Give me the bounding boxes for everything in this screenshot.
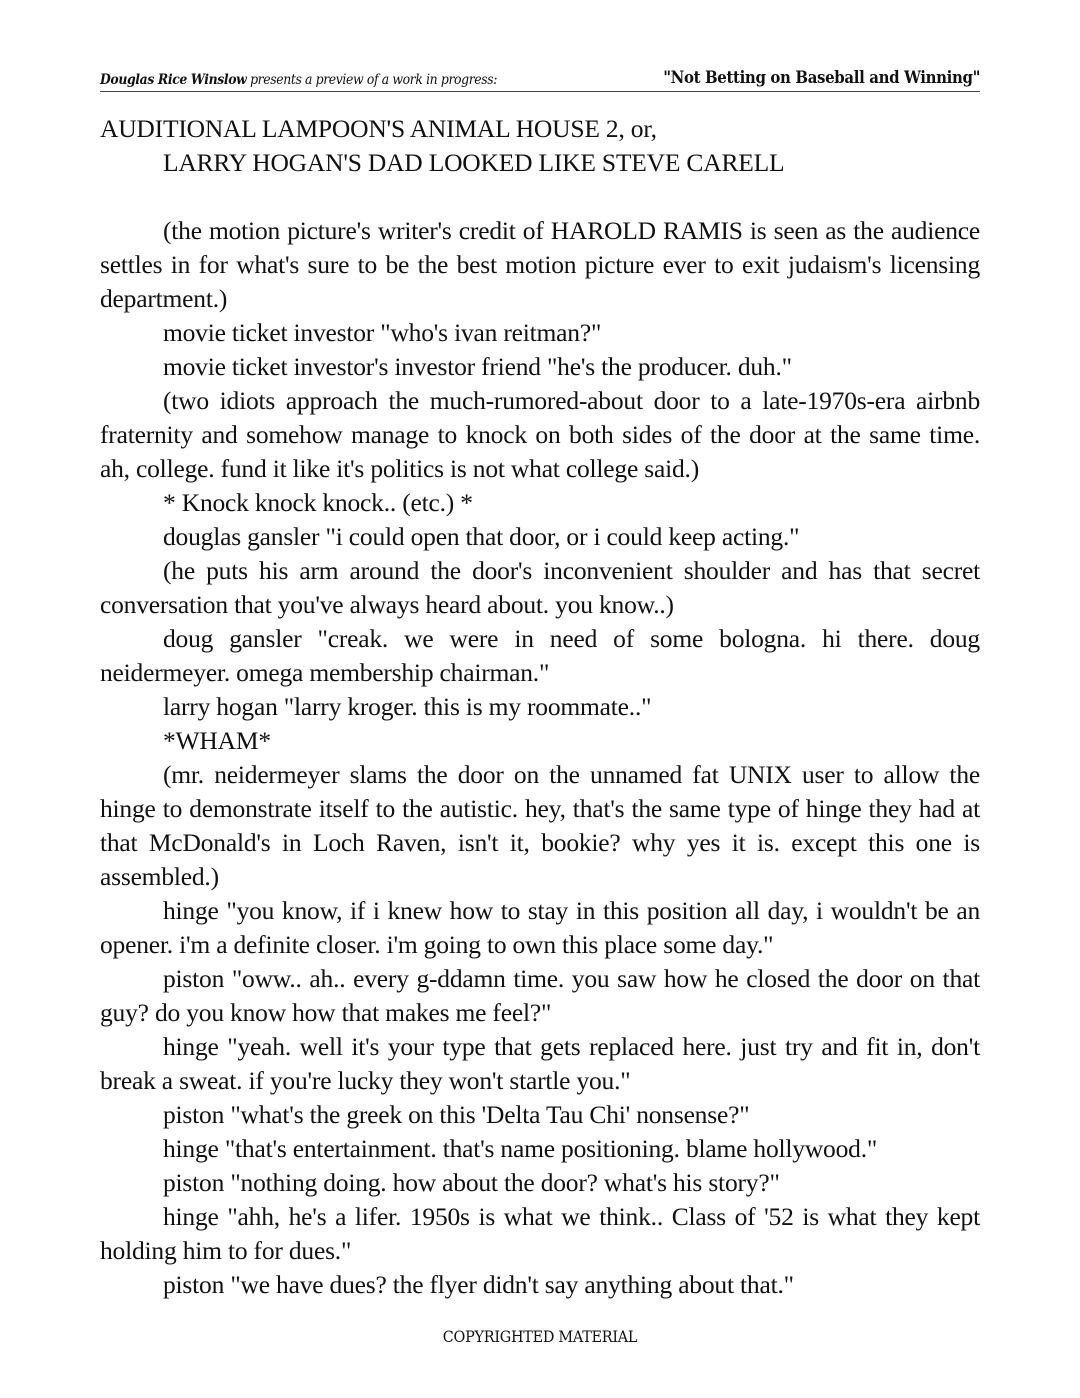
presents-text: presents a preview of a work in progress: xyxy=(246,72,498,88)
chapter-title-line-2: LARRY HOGAN'S DAD LOOKED LIKE STEVE CARELL xyxy=(163,148,785,177)
copyright-footer xyxy=(0,1327,1080,1346)
running-header xyxy=(100,60,980,92)
stage-direction: (he puts his arm around the door's inconvenient shoulder and has that secret conversation that you've always heard about. you know..) xyxy=(100,556,980,619)
dialogue-line: piston "oww.. ah.. every g-ddamn time. you saw how he closed the door on that guy? do you know how that makes me feel?" xyxy=(100,964,980,1027)
dialogue-line: movie ticket investor "who's ivan reitman?" xyxy=(163,318,602,347)
stage-direction: (the motion picture's writer's credit of HAROLD RAMIS is seen as the audience settles in for what's sure to be the best motion picture ever to exit judaism's licensing department.) xyxy=(100,216,980,313)
chapter-title-line-1: AUDITIONAL LAMPOON'S ANIMAL HOUSE 2, or, xyxy=(100,114,657,143)
dialogue-line: hinge "that's entertainment. that's name positioning. blame hollywood." xyxy=(163,1134,878,1163)
copyright-notice: COPYRIGHTED MATERIAL xyxy=(442,1327,638,1346)
dialogue-line: hinge "ahh, he's a lifer. 1950s is what we think.. Class of '52 is what they kept holding him to for dues." xyxy=(100,1202,980,1265)
sound-effect: *WHAM* xyxy=(163,726,271,755)
stage-direction: (mr. neidermeyer slams the door on the unnamed fat UNIX user to allow the hinge to demonstrate itself to the autistic. hey, that's the same type of hinge they had at that McDonald's in Loch Raven, isn't it, bookie? why yes it is. except this one is assembled.) xyxy=(100,760,980,891)
dialogue-line: hinge "you know, if i knew how to stay in this position all day, i wouldn't be an opener. i'm a definite closer. i'm going to own this place some day." xyxy=(100,896,980,959)
stage-direction: (two idiots approach the much-rumored-about door to a late-1970s-era airbnb fraternity and somehow manage to knock on both sides of the door at the same time. ah, college. fund it like it's politics is not what college said.) xyxy=(100,386,980,483)
dialogue-line: piston "nothing doing. how about the door? what's his story?" xyxy=(163,1168,780,1197)
author-name: Douglas Rice Winslow xyxy=(100,72,247,88)
dialogue-line: larry hogan "larry kroger. this is my roommate.." xyxy=(163,692,652,721)
book-title: "Not Betting on Baseball and Winning" xyxy=(663,68,980,88)
header-byline xyxy=(100,72,497,88)
sound-effect: * Knock knock knock.. (etc.) * xyxy=(163,488,473,517)
title-spacer xyxy=(100,180,980,214)
dialogue-line: douglas gansler "i could open that door, or i could keep acting." xyxy=(163,522,800,551)
dialogue-line: movie ticket investor's investor friend "he's the producer. duh." xyxy=(163,352,792,381)
dialogue-line: doug gansler "creak. we were in need of some bologna. hi there. doug neidermeyer. omega membership chairman." xyxy=(100,624,980,687)
dialogue-line: hinge "yeah. well it's your type that gets replaced here. just try and fit in, don't break a sweat. if you're lucky they won't startle you." xyxy=(100,1032,980,1095)
dialogue-line: piston "what's the greek on this 'Delta Tau Chi' nonsense?" xyxy=(163,1100,750,1129)
page-body xyxy=(100,112,980,1302)
dialogue-line: piston "we have dues? the flyer didn't say anything about that." xyxy=(163,1270,794,1299)
